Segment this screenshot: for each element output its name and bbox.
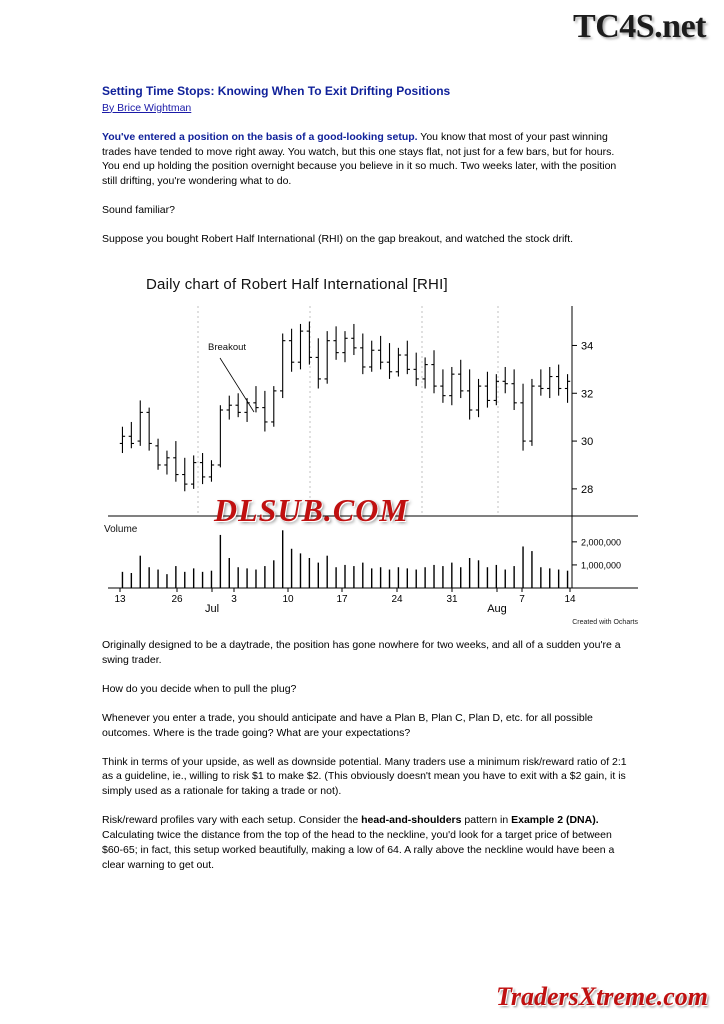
paragraph-6: Whenever you enter a trade, you should anticipate and have a Plan B, Plan C, Plan D, etc. for all possible outcomes. Where is the trade going? What are your expectations? (102, 711, 593, 739)
svg-text:3: 3 (231, 594, 237, 605)
p8-bold-example: Example 2 (DNA). (511, 814, 599, 827)
chart-annotation-breakout: Breakout (208, 342, 247, 353)
p8-bold-hs: head-and-shoulders (361, 814, 462, 827)
site-logo-footer: TradersXtreme.com (495, 982, 708, 1011)
svg-text:Jul: Jul (204, 603, 220, 615)
svg-text:28: 28 (581, 483, 594, 496)
svg-text:Aug: Aug (487, 603, 507, 615)
svg-text:13: 13 (114, 594, 126, 605)
p8-part-c: pattern in (461, 814, 512, 827)
svg-text:10: 10 (282, 594, 294, 605)
svg-text:24: 24 (391, 594, 403, 605)
chart-canvas (102, 300, 642, 615)
site-logo-header: TC4S.net (573, 8, 706, 45)
svg-text:34: 34 (581, 340, 594, 353)
paragraph-2: Sound familiar? (102, 204, 175, 217)
svg-text:2,000,000: 2,000,000 (581, 537, 622, 548)
stock-chart (102, 276, 642, 626)
lead-rest-text: You know that most of your past winning trades have tended to move right away. You watch, but this one stays flat, not just for a few bars, but for hours. You end up holding the position overnight because you believe in it so much. Two weeks later, with the position still drifting, you're wondering what to do. (102, 130, 617, 188)
paragraph-3: Suppose you bought Robert Half International (RHI) on the gap breakout, and watched the stock drift. (102, 233, 574, 246)
svg-text:30: 30 (581, 436, 594, 449)
page-title: Setting Time Stops: Knowing When To Exit Drifting Positions (102, 84, 451, 98)
byline-link[interactable]: By Brice Wightman (102, 101, 192, 114)
svg-text:14: 14 (564, 594, 576, 605)
svg-text:32: 32 (581, 388, 594, 401)
paragraph-8 (102, 813, 627, 873)
svg-text:1,000,000: 1,000,000 (581, 560, 622, 571)
volume-axis-label: Volume (104, 524, 138, 535)
svg-text:7: 7 (519, 594, 525, 605)
watermark: DLSUB.COM (214, 492, 409, 528)
article-body-lower (102, 638, 627, 887)
paragraph-7: Think in terms of your upside, as well as downside potential. Many traders use a minimum risk/reward ratio of 2:1 as a guideline, ie., willing to risk $1 to make $2. (This obviously doesn't mean you have to exit with a $2 gain, it is simply used as a rationale for taking a trade or not). (102, 755, 627, 798)
chart-credit: Created with Ocharts (572, 619, 638, 626)
p8-part-a: Risk/reward profiles vary with each setup. Consider the (102, 814, 362, 827)
svg-text:31: 31 (446, 594, 458, 605)
article-body (102, 84, 627, 261)
chart-title: Daily chart of Robert Half International [RHI] (146, 276, 448, 293)
svg-text:26: 26 (171, 594, 183, 605)
p8-part-e: Calculating twice the distance from the top of the head to the neckline, you'd look for a target price of between $60-65; in fact, this setup worked beautifully, making a low of 64. A rally above the neckline would have been a clear warning to get out. (102, 829, 615, 871)
paragraph-4: Originally designed to be a daytrade, the position has gone nowhere for two weeks, and all of a sudden you're a swing trader. (102, 639, 621, 666)
paragraph-5: How do you decide when to pull the plug? (102, 682, 297, 695)
svg-text:17: 17 (336, 594, 348, 605)
paragraph-lead (102, 130, 627, 190)
lead-bold-text: You've entered a position on the basis of a good-looking setup. (102, 130, 418, 143)
